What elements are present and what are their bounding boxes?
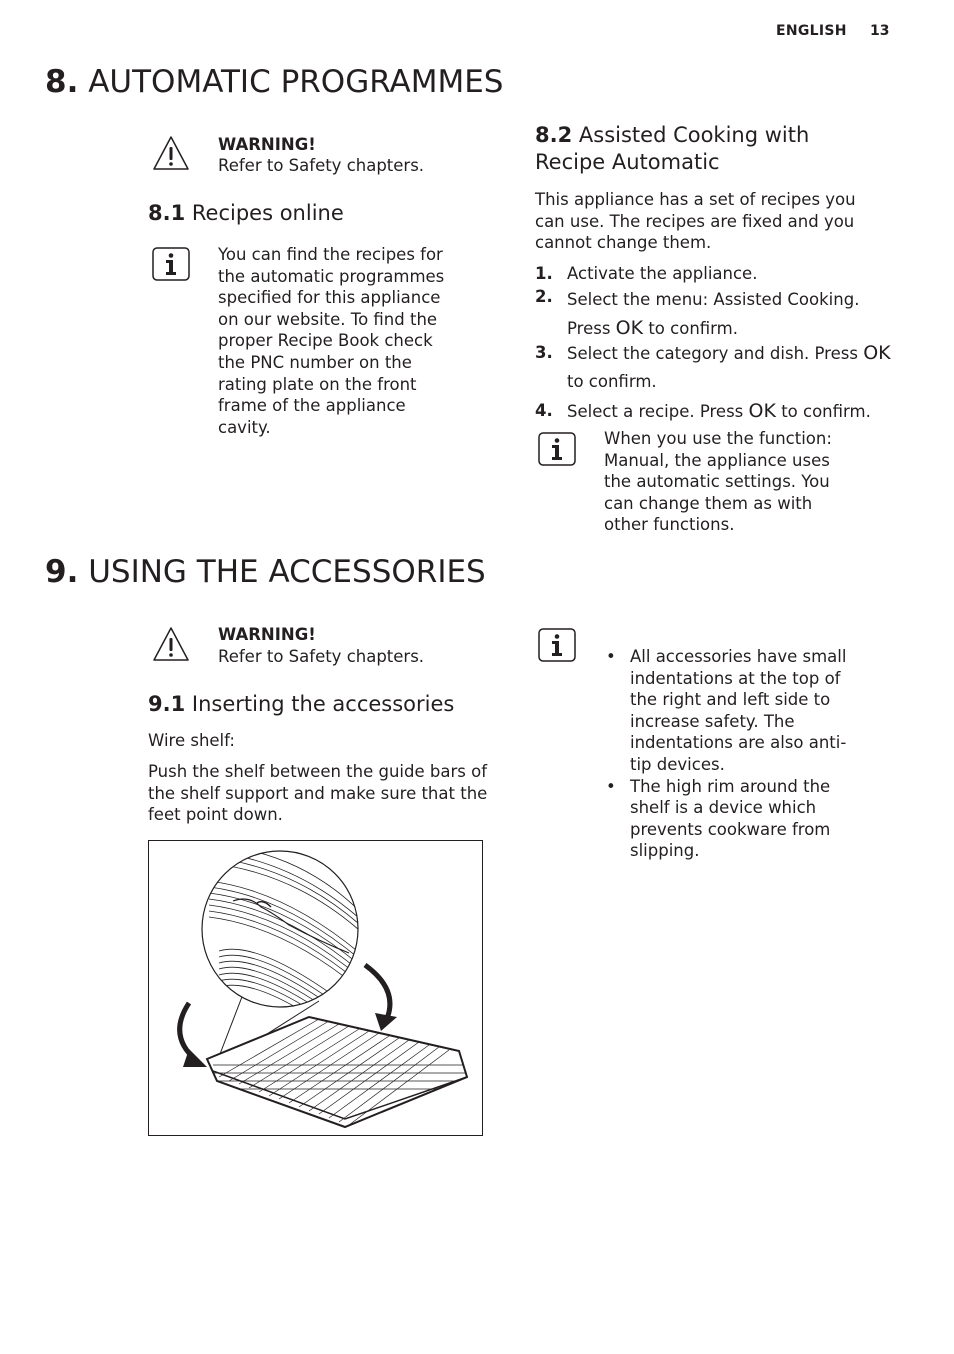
- subsection-8-1-heading: [148, 200, 344, 227]
- section-8-title: AUTOMATIC PROGRAMMES: [88, 64, 504, 100]
- warning-title: WARNING!: [218, 625, 316, 644]
- warning-triangle-icon: [152, 626, 190, 662]
- step-4: [535, 397, 895, 426]
- assisted-cooking-steps: [535, 263, 895, 426]
- subsection-8-2-title-line1: Assisted Cooking with: [578, 123, 810, 147]
- ok-button-symbol: OK: [748, 399, 776, 422]
- subsection-8-2-number: 8.2: [535, 123, 573, 147]
- step-text-end: to confirm.: [567, 371, 657, 391]
- warning-triangle-icon: [152, 135, 190, 171]
- step-text: Select the category and dish. Press: [567, 343, 864, 363]
- step-number: 3.: [535, 342, 553, 362]
- section-9-number: 9.: [45, 554, 79, 590]
- warning-title: WARNING!: [218, 135, 316, 154]
- step-text: Select the menu: Assisted Cooking. Press: [567, 289, 860, 338]
- step-number: 4.: [535, 400, 553, 420]
- subsection-8-1-number: 8.1: [148, 201, 186, 225]
- manual-function-info: When you use the function: Manual, the appliance uses the automatic settings. You can change them as with other functions.: [604, 429, 832, 535]
- warning-text: Refer to Safety chapters.: [218, 156, 425, 175]
- subsection-8-2-heading: [535, 122, 809, 176]
- list-item: • The high rim around the shelf is a device which prevents cookware from slipping.: [604, 776, 856, 862]
- list-item: • All accessories have small indentations at the top of the right and left side to increase safety. The indentations are also anti-tip devices.: [604, 646, 856, 776]
- subsection-8-1-title: Recipes online: [191, 201, 344, 225]
- assisted-cooking-intro: This appliance has a set of recipes you can use. The recipes are fixed and you cannot change them.: [535, 190, 856, 253]
- info-icon: [538, 628, 576, 662]
- info-icon: [152, 247, 190, 281]
- info-icon: [538, 432, 576, 466]
- warning-text: Refer to Safety chapters.: [218, 647, 425, 666]
- subsection-9-1-title: Inserting the accessories: [191, 692, 455, 716]
- subsection-9-1-heading: [148, 691, 454, 718]
- step-1: [535, 263, 895, 285]
- step-text-end: to confirm.: [775, 401, 871, 421]
- wire-shelf-drawing: [149, 841, 481, 1134]
- subsection-9-1-number: 9.1: [148, 692, 186, 716]
- wire-shelf-label: Wire shelf:: [148, 731, 235, 750]
- section-8-heading: [45, 64, 503, 100]
- accessories-info-list: [604, 646, 856, 862]
- ok-button-symbol: OK: [863, 341, 891, 364]
- page-number: 13: [870, 23, 890, 39]
- wire-shelf-instructions: Push the shelf between the guide bars of the shelf support and make sure that the feet point down.: [148, 762, 488, 825]
- section-8-number: 8.: [45, 64, 79, 100]
- header-language: ENGLISH: [776, 23, 847, 39]
- recipes-online-info: You can find the recipes for the automatic programmes specified for this appliance on our website. To find the proper Recipe Book check the PNC number on the rating plate on the front frame of the appliance cavity.: [218, 245, 445, 437]
- step-number: 1.: [535, 264, 553, 283]
- step-2: [535, 286, 895, 343]
- wire-shelf-illustration: [148, 840, 483, 1136]
- step-text: Activate the appliance.: [567, 264, 758, 283]
- section-9-title: USING THE ACCESSORIES: [88, 554, 486, 590]
- step-text: Select a recipe. Press: [567, 401, 749, 421]
- step-text-end: to confirm.: [643, 318, 738, 338]
- section-9-heading: [45, 554, 486, 590]
- step-3: [535, 339, 895, 396]
- step-number: 2.: [535, 286, 553, 306]
- ok-button-symbol: OK: [615, 316, 644, 339]
- subsection-8-2-title-line2: Recipe Automatic: [535, 150, 720, 174]
